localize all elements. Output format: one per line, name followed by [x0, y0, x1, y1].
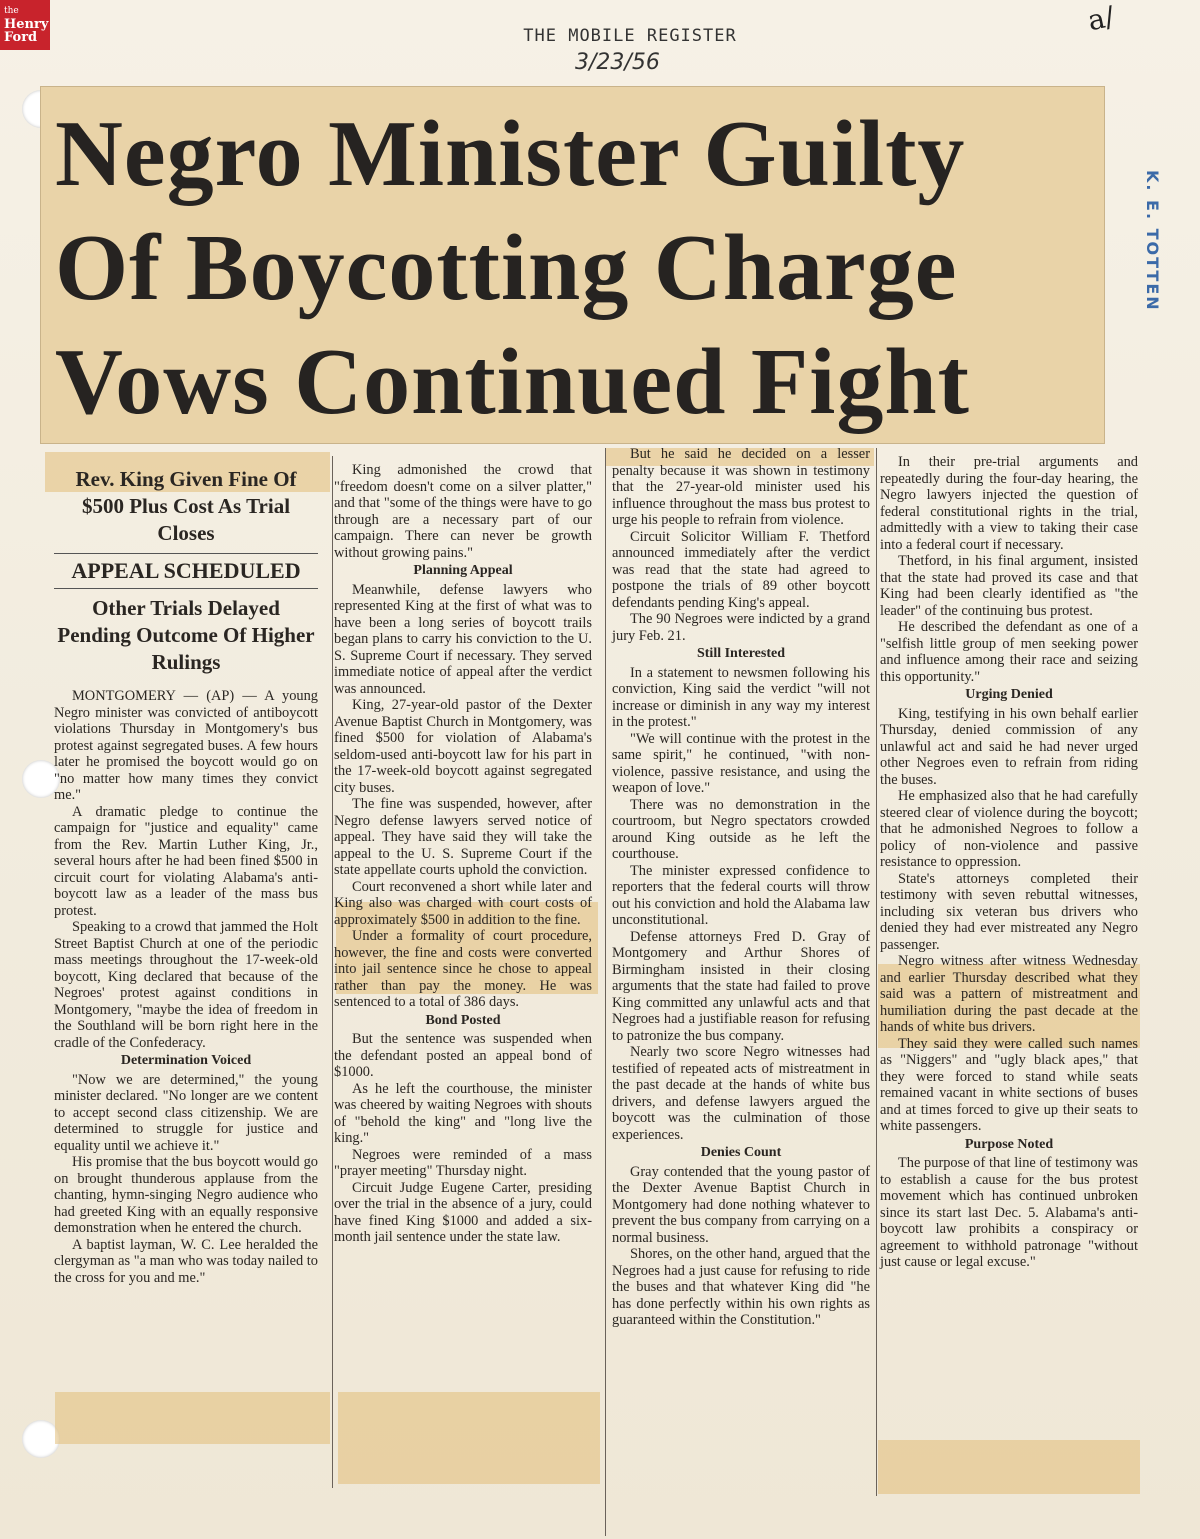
paragraph: A dramatic pledge to continue the campaign for "justice and equality" came from the Rev. Martin Luther King, Jr., several hours after he had been fined $500 in circuit court for violating Alabama's anti-boycott law as a leader of the mass bus protest.: [54, 803, 318, 919]
paragraph: Gray contended that the young pastor of the Dexter Avenue Baptist Church in Montgomery had done nothing whatever to prevent the bus company from carrying on a normal business.: [612, 1163, 870, 1246]
paragraph: In a statement to newsmen following his conviction, King said the verdict "will not increase or diminish in any way my interest in the protest.": [612, 664, 870, 730]
section-subhead: Still Interested: [696, 646, 785, 661]
henry-ford-logo: the Henry Ford: [0, 0, 50, 50]
handwritten-mark: a/: [1084, 0, 1118, 38]
paragraph: Circuit Judge Eugene Carter, presiding over the trial in the absence of a jury, could have fined King $1000 and added a six-month jail sentence under the state law.: [334, 1179, 592, 1245]
paragraph: As he left the courthouse, the minister was cheered by waiting Negroes with shouts of "behold the king" and "long live the king.": [334, 1080, 592, 1146]
paragraph: King, testifying in his own behalf earlier Thursday, denied commission of any unlawful act and said he had never urged other Negroes even to refrain from riding the buses.: [880, 705, 1138, 788]
article-column-4: [880, 454, 1138, 1271]
paragraph: State's attorneys completed their testimony with seven rebuttal witnesses, including six veteran bus drivers who denied they had ever mistreated any Negro passenger.: [880, 870, 1138, 953]
paragraph: Speaking to a crowd that jammed the Holt Street Baptist Church at one of the periodic mass meetings throughout the 17-week-old boycott, King declared that because of the Negroes' protest against conditions in Montgomery, "maybe the idea of freedom in the Southland will be born right here in the cradle of the Confederacy.: [54, 919, 318, 1051]
paragraph: Circuit Solicitor William F. Thetford announced immediately after the verdict was read that the state had agreed to postpone the trials of 89 other boycott defendants pending King's appeal.: [612, 528, 870, 611]
paragraph: The fine was suspended, however, after Negro defense lawyers served notice of appeal. They have said they will take the appeal to the U. S. Supreme Court if the state appellate courts uphold the conviction.: [334, 796, 592, 878]
paragraph: Defense attorneys Fred D. Gray of Montgomery and Arthur Shores of Birmingham insisted in their closing arguments that the state had failed to prove King committed any unlawful acts and that Negroes had a justifiable reason for refusing to patronize the bus company.: [612, 928, 870, 1044]
paragraph: He emphasized also that he had carefully steered clear of violence during the boycott; that he admonished Negroes to follow a policy of non-violence and passive resistance to oppression.: [880, 788, 1138, 870]
owner-stamp: K. E. TOTTEN: [1143, 170, 1162, 312]
paragraph: Meanwhile, defense lawyers who represented King at the first of what was to have been a long series of boycott trails began plans to carry his conviction to the U. S. Supreme Court if necessary. They served immediate notice of appeal after the verdict was announced.: [334, 581, 592, 697]
deck-headline: Rev. King Given Fine Of $500 Plus Cost As Trial Closes: [75, 467, 297, 545]
headline: Negro Minister Guilty Of Boycotting Charge Vows Continued Fight: [55, 102, 970, 434]
paragraph: He described the defendant as one of a "selfish little group of men seeking power and influence among their race and seizing this opportunity.": [880, 619, 1138, 685]
paragraph: MONTGOMERY — (AP) — A young Negro minister was convicted of antiboycott violations Thursday in Montgomery's bus protest against segregated buses. A few hours later he promised the boycott would go on "no matter how many times they convict me.": [54, 688, 318, 803]
section-subhead: Denies Count: [700, 1145, 782, 1160]
paragraph: King, 27-year-old pastor of the Dexter Avenue Baptist Church in Montgomery, was fined $500 for violation of Alabama's seldom-used anti-boycott law for his part in the 17-week-old boycott against segregated city buses.: [334, 697, 592, 796]
column-rule: [332, 456, 333, 1488]
section-subhead: Bond Posted: [425, 1012, 501, 1028]
paragraph: But the sentence was suspended when the defendant posted an appeal bond of $1000.: [334, 1031, 592, 1080]
clipping-date: 3/23/56: [575, 50, 660, 75]
tape-strip: [55, 1392, 330, 1444]
paragraph: "Now we are determined," the young minister declared. "No longer are we content to accept second class citizenship. We are determined to struggle for justice and equality until we achieve it.": [54, 1071, 318, 1154]
tape-strip: [338, 1392, 600, 1484]
paragraph: King admonished the crowd that "freedom doesn't come on a silver platter," and that "some of the things were have to go through are a necessary part of our campaign. There can never be growth without growing pains.": [334, 462, 592, 561]
article-column-3: [612, 446, 870, 1329]
article-column-1: [54, 460, 318, 1286]
section-subhead: Urging Denied: [965, 687, 1053, 702]
paragraph: A baptist layman, W. C. Lee heralded the clergyman as "a man who was today nailed to the cross for you and me.": [54, 1236, 318, 1286]
paragraph: Court reconvened a short while later and King also was charged with court costs of approximately $500 in addition to the fine.: [334, 878, 592, 928]
deck-subhead: Other Trials Delayed Pending Outcome Of Higher Rulings: [57, 596, 315, 674]
deck-subhead: APPEAL SCHEDULED: [54, 553, 318, 589]
paragraph: They said they were called such names as "Niggers" and "ugly black apes," that they were forced to stand while seats remained vacant in white sections of buses and at times forced to give up their seats to white passengers.: [880, 1035, 1138, 1134]
headline-clipping: [40, 86, 1105, 444]
section-subhead: Purpose Noted: [964, 1136, 1054, 1152]
paragraph: Nearly two score Negro witnesses had testified of repeated acts of mistreatment in the past decade at the hands of white bus drivers, and defense lawyers argued the boycott was the culmination of those experiences.: [612, 1044, 870, 1143]
column-rule: [605, 448, 606, 1536]
paragraph: Thetford, in his final argument, insisted that the state had proved its case and that King had been clearly identified as "the leader" of the continuing bus protest.: [880, 553, 1138, 619]
paragraph: Under a formality of court procedure, however, the fine and costs were converted into jail sentence since he chose to appeal rather than pay the money. He was sentenced to a total of 386 days.: [334, 928, 592, 1010]
section-subhead: Planning Appeal: [413, 563, 513, 578]
column-rule: [876, 448, 877, 1496]
paragraph: "We will continue with the protest in the same spirit," he continued, "with non-violence, passive resistance, and using the weapon of love.": [612, 730, 870, 796]
newspaper-name: THE MOBILE REGISTER: [523, 26, 737, 46]
paragraph: Negroes were reminded of a mass "prayer meeting" Thursday night.: [334, 1146, 592, 1179]
paragraph: Shores, on the other hand, argued that the Negroes had a just cause for refusing to ride the buses and that whatever King did "he has done perfectly within his own rights as guaranteed within the Constitution.": [612, 1246, 870, 1328]
tape-strip: [878, 1440, 1140, 1494]
paragraph: In their pre-trial arguments and repeatedly during the four-day hearing, the Negro lawyers injected the question of federal constitutional rights in the trial, admittedly with a view to taking their case into a federal court if necessary.: [880, 454, 1138, 553]
paragraph: His promise that the bus boycott would go on brought thunderous applause from the chanting, hymn-singing Negro audience who had greeted King with an equally responsive demonstration when he entered the church.: [54, 1154, 318, 1236]
paragraph: But he said he decided on a lesser penalty because it was shown in testimony that the 27-year-old minister used his influence throughout the mass bus protest to urge his people to refrain from violence.: [612, 446, 870, 528]
paragraph: The minister expressed confidence to reporters that the federal courts will throw out his conviction and hold the Alabama law unconstitutional.: [612, 862, 870, 928]
paragraph: Negro witness after witness Wednesday and earlier Thursday described what they said was a pattern of mistreatment and humiliation during the past decade at the hands of white bus drivers.: [880, 953, 1138, 1035]
section-subhead: Determination Voiced: [120, 1053, 252, 1068]
paragraph: The 90 Negroes were indicted by a grand jury Feb. 21.: [612, 611, 870, 644]
paragraph: There was no demonstration in the courtroom, but Negro spectators crowded around King outside as he left the courthouse.: [612, 796, 870, 862]
paragraph: The purpose of that line of testimony was to establish a cause for the bus protest movement which has continued unbroken since its start last Dec. 5. Alabama's anti-boycott law prohibits a conspiracy or agreement to withhold patronage "without just cause or legal excuse.": [880, 1155, 1138, 1270]
article-column-2: [334, 462, 592, 1246]
